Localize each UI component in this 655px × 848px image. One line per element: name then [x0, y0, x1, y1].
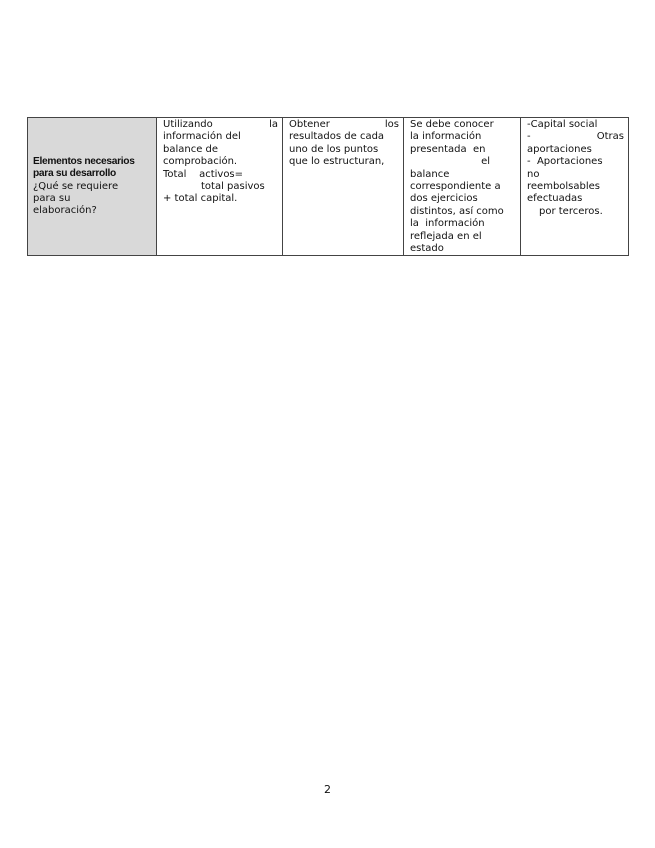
cell-objective [283, 118, 404, 256]
elements-line1: -Capital social [527, 119, 598, 130]
method-line6: total pasivos [201, 181, 265, 193]
requirements-line7: dos ejercicios [410, 193, 478, 205]
row-question-line2: para su [33, 192, 71, 204]
elements-line6: reembolsables [527, 181, 601, 193]
row-question-line1: ¿Qué se requiere [33, 180, 119, 192]
method-line2: información del [163, 131, 241, 143]
elements-line4: - Aportaciones [527, 156, 603, 168]
objective-line1a: Obtener [289, 119, 330, 130]
page-number: 2 [324, 783, 331, 796]
cell-method [157, 118, 283, 256]
objective-line1b: los [384, 119, 399, 130]
requirements-line10: reflejada en el [410, 230, 482, 242]
elements-line2 [527, 131, 624, 143]
method-line4: comprobación. [163, 156, 238, 168]
requirements-line6: correspondiente a [410, 181, 501, 193]
requirements-line1: Se debe conocer [410, 119, 494, 130]
elements-line8: por terceros. [539, 205, 603, 217]
elements-line7: efectuadas [527, 193, 583, 205]
requirements-line4: el [481, 156, 490, 168]
requirements-line8: distintos, así como [410, 205, 504, 217]
objective-line4: que lo estructuran, [289, 156, 385, 168]
objective-line3: uno de los puntos [289, 143, 379, 155]
requirements-line11: estado [410, 243, 444, 255]
elements-line2a: - [527, 131, 531, 143]
method-line3: balance de [163, 143, 219, 155]
method-line5: Total activos= [163, 168, 244, 180]
method-line7: + total capital. [163, 193, 238, 205]
objective-line1 [289, 119, 399, 131]
row-label-bold-line1: Elementos necesarios [33, 155, 135, 167]
requirements-line5: balance [410, 168, 450, 180]
cell-requirements [404, 118, 521, 256]
elements-line3: aportaciones [527, 143, 592, 155]
elements-line5: no [527, 168, 540, 180]
method-line1a: Utilizando [163, 119, 213, 130]
row-label-cell [28, 118, 157, 256]
requirements-line9: la información [410, 218, 485, 230]
elements-line2b: Otras [596, 131, 624, 143]
requirements-line2: la información [410, 131, 482, 143]
content-table [27, 117, 629, 256]
row-question-line3: elaboración? [33, 205, 97, 217]
objective-line2: resultados de cada [289, 131, 385, 143]
requirements-line3: presentada en [410, 143, 486, 155]
table-row [28, 118, 629, 256]
row-label-bold-line2: para su desarrollo [33, 168, 116, 180]
method-line1 [163, 119, 278, 131]
method-line1b: la [269, 119, 278, 130]
cell-elements [521, 118, 629, 256]
